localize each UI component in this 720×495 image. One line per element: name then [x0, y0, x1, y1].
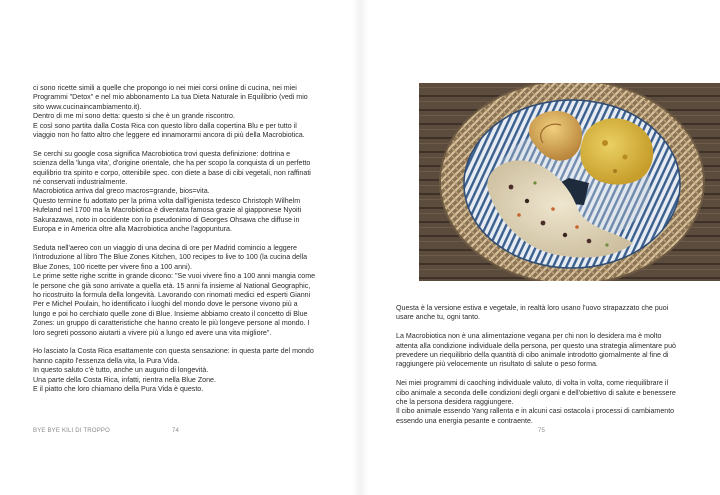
left_page-paragraph [33, 244, 339, 338]
text-line: Questa è la versione estiva e vegetale, in realtà loro usano l'uovo strapazzato che puoi [396, 304, 669, 312]
text-line: Seduta nell'aereo con un viaggio di una decina di ore per Madrid comincio a leggere [33, 243, 297, 252]
text-line: loro segreti possono aiutarti a vivere più a lungo ed avere una vita migliore". [33, 328, 272, 337]
text-line: Sakurazawa, noto in occidente con lo pseudonimo di Georges Ohsawa che diffuse in [33, 215, 300, 224]
page-number-right: 75 [538, 428, 546, 434]
text-line: Il cibo animale essendo Yang rallenta e in alcuni casi ostacola i processi di cambiamento [396, 407, 675, 416]
text-line: Programmi "Detox" e nel mio abbonamento La tua Dieta Naturale in Equilibrio (vedi mio [33, 93, 308, 102]
right-page [360, 0, 720, 495]
text-line: lungo e poi ho cerchiato quelle zone di Blue. Insieme abbiamo creato il concetto di Blue [33, 309, 308, 318]
photo-plate [419, 83, 720, 281]
text-line: prevedere un riequilibrio della quantità di cibo animale introdotto giornalmente al fine di [396, 351, 669, 360]
text-line: usare anche tu, ogni tanto. [396, 313, 481, 322]
text-line: né conservati industrialmente. [33, 178, 128, 187]
text-line: Macrobiotica arriva dal greco macros=grande, bios=vita. [33, 187, 210, 196]
right-body-text [396, 304, 706, 436]
text-line: Questo termine fu adottato per la prima volta dall'igienista tedesco Christoph Wilhelm [33, 196, 301, 205]
text-line: Europa e in America oltre alla Macrobiotica anche l'agopuntura. [33, 225, 232, 234]
text-line: scienza della 'lunga vita', d'origine orientale, che ha per scopo la conquista di un perfetto [33, 159, 311, 168]
left_page-paragraph [33, 84, 339, 140]
text-line: Dentro di me mi sono detta: questo si che è un grande riscontro. [33, 112, 235, 121]
text-line: ho ricostruito la formula della longevità. Lavorando con rinomati medici ed esperti Gianni [33, 290, 311, 299]
text-line: che la persona desidera raggiungere. [396, 398, 514, 407]
text-line: viaggio non ho fatto altro che leggere ed innamorarmi ancora di più della Macrobiotica. [33, 131, 305, 140]
text-line: attenta alla condizione individuale della persona, per questo una strategia alimentare può [396, 341, 676, 350]
text-line: E così sono partita dalla Costa Rica con questo libro dalla copertina Blu e per tutto il [33, 121, 297, 130]
left_page-paragraph [33, 347, 339, 394]
right_page-paragraph [396, 332, 706, 370]
text-line: Blue Zones, 100 ricette per vivere fino a 100 anni). [33, 262, 192, 271]
text-line: raggiungere più velocemente un risultato di salute o peso forma. [396, 360, 598, 369]
text-line: Nei miei programmi di caoching individuale valuto, di volta in volta, come riequilibrare il [396, 379, 669, 388]
text-line: l'introduzione al libro The Blue Zones Kitchen, 100 recipes to live to 100 (la cucina della [33, 253, 308, 262]
text-line: le persone che già sono arrivate a quella età. 15 anni fa insieme al National Geographic, [33, 281, 311, 290]
page-number-left: 74 [172, 428, 180, 434]
text-line: Hufeland nel 1700 ma la Macrobiotica è diventata famosa grazie al giapponese Nyoiti [33, 206, 302, 215]
text-line: Ho lasciato la Costa Rica esattamente con questa sensazione: in questa parte del mondo [33, 347, 314, 356]
text-line: equilibrio tra spirito e corpo, ottenibile spec. con diete a base di cibi vegetali, non raffinati [33, 168, 311, 177]
text-line: Zones: un gruppo di caratteristiche che hanno creato le più longeve persone al mondo. I [33, 319, 310, 328]
text-line: ci sono ricette simili a quelle che propongo io nei miei corsi online di cucina, nei miei [33, 84, 297, 92]
text-line: In questo saluto c'è tutto, anche un augurio di longevità. [33, 366, 209, 375]
text-line: hanno capito l'essenza della vita, la Pura Vida. [33, 356, 180, 365]
text-line: cibo animale a seconda delle condizioni degli organi e dell'obiettivo di salute e benessere [396, 388, 676, 397]
text-line: Una parte della Costa Rica, infatti, rientra nella Blue Zone. [33, 375, 216, 384]
text-line: Se cerchi su google cosa significa Macrobiotica trovi questa definizione: dottrina e [33, 149, 291, 158]
running-footer-title: BYE BYE KILI DI TROPPO [33, 428, 110, 434]
right_page-paragraph [396, 304, 706, 323]
text-line: La Macrobiotica non è una alimentazione vegana per chi non lo desidera ma è molto [396, 332, 662, 341]
text-line: Le prime sette righe scritte in grande dicono: "Se vuoi vivere fino a 100 anni mangia come [33, 272, 316, 281]
right_page-paragraph [396, 379, 706, 426]
text-line: essendo una energia pesante e contraente. [396, 416, 533, 425]
text-line: sito www.cucinaincambiamento.it). [33, 102, 142, 111]
text-line: E il piatto che loro chiamano della Pura Vida è questo. [33, 384, 204, 393]
text-line: Per e Michel Poulain, ho identificato i luoghi del mondo dove le persone vivono più a [33, 300, 298, 309]
left-body-text [33, 84, 339, 404]
left_page-paragraph [33, 150, 339, 235]
